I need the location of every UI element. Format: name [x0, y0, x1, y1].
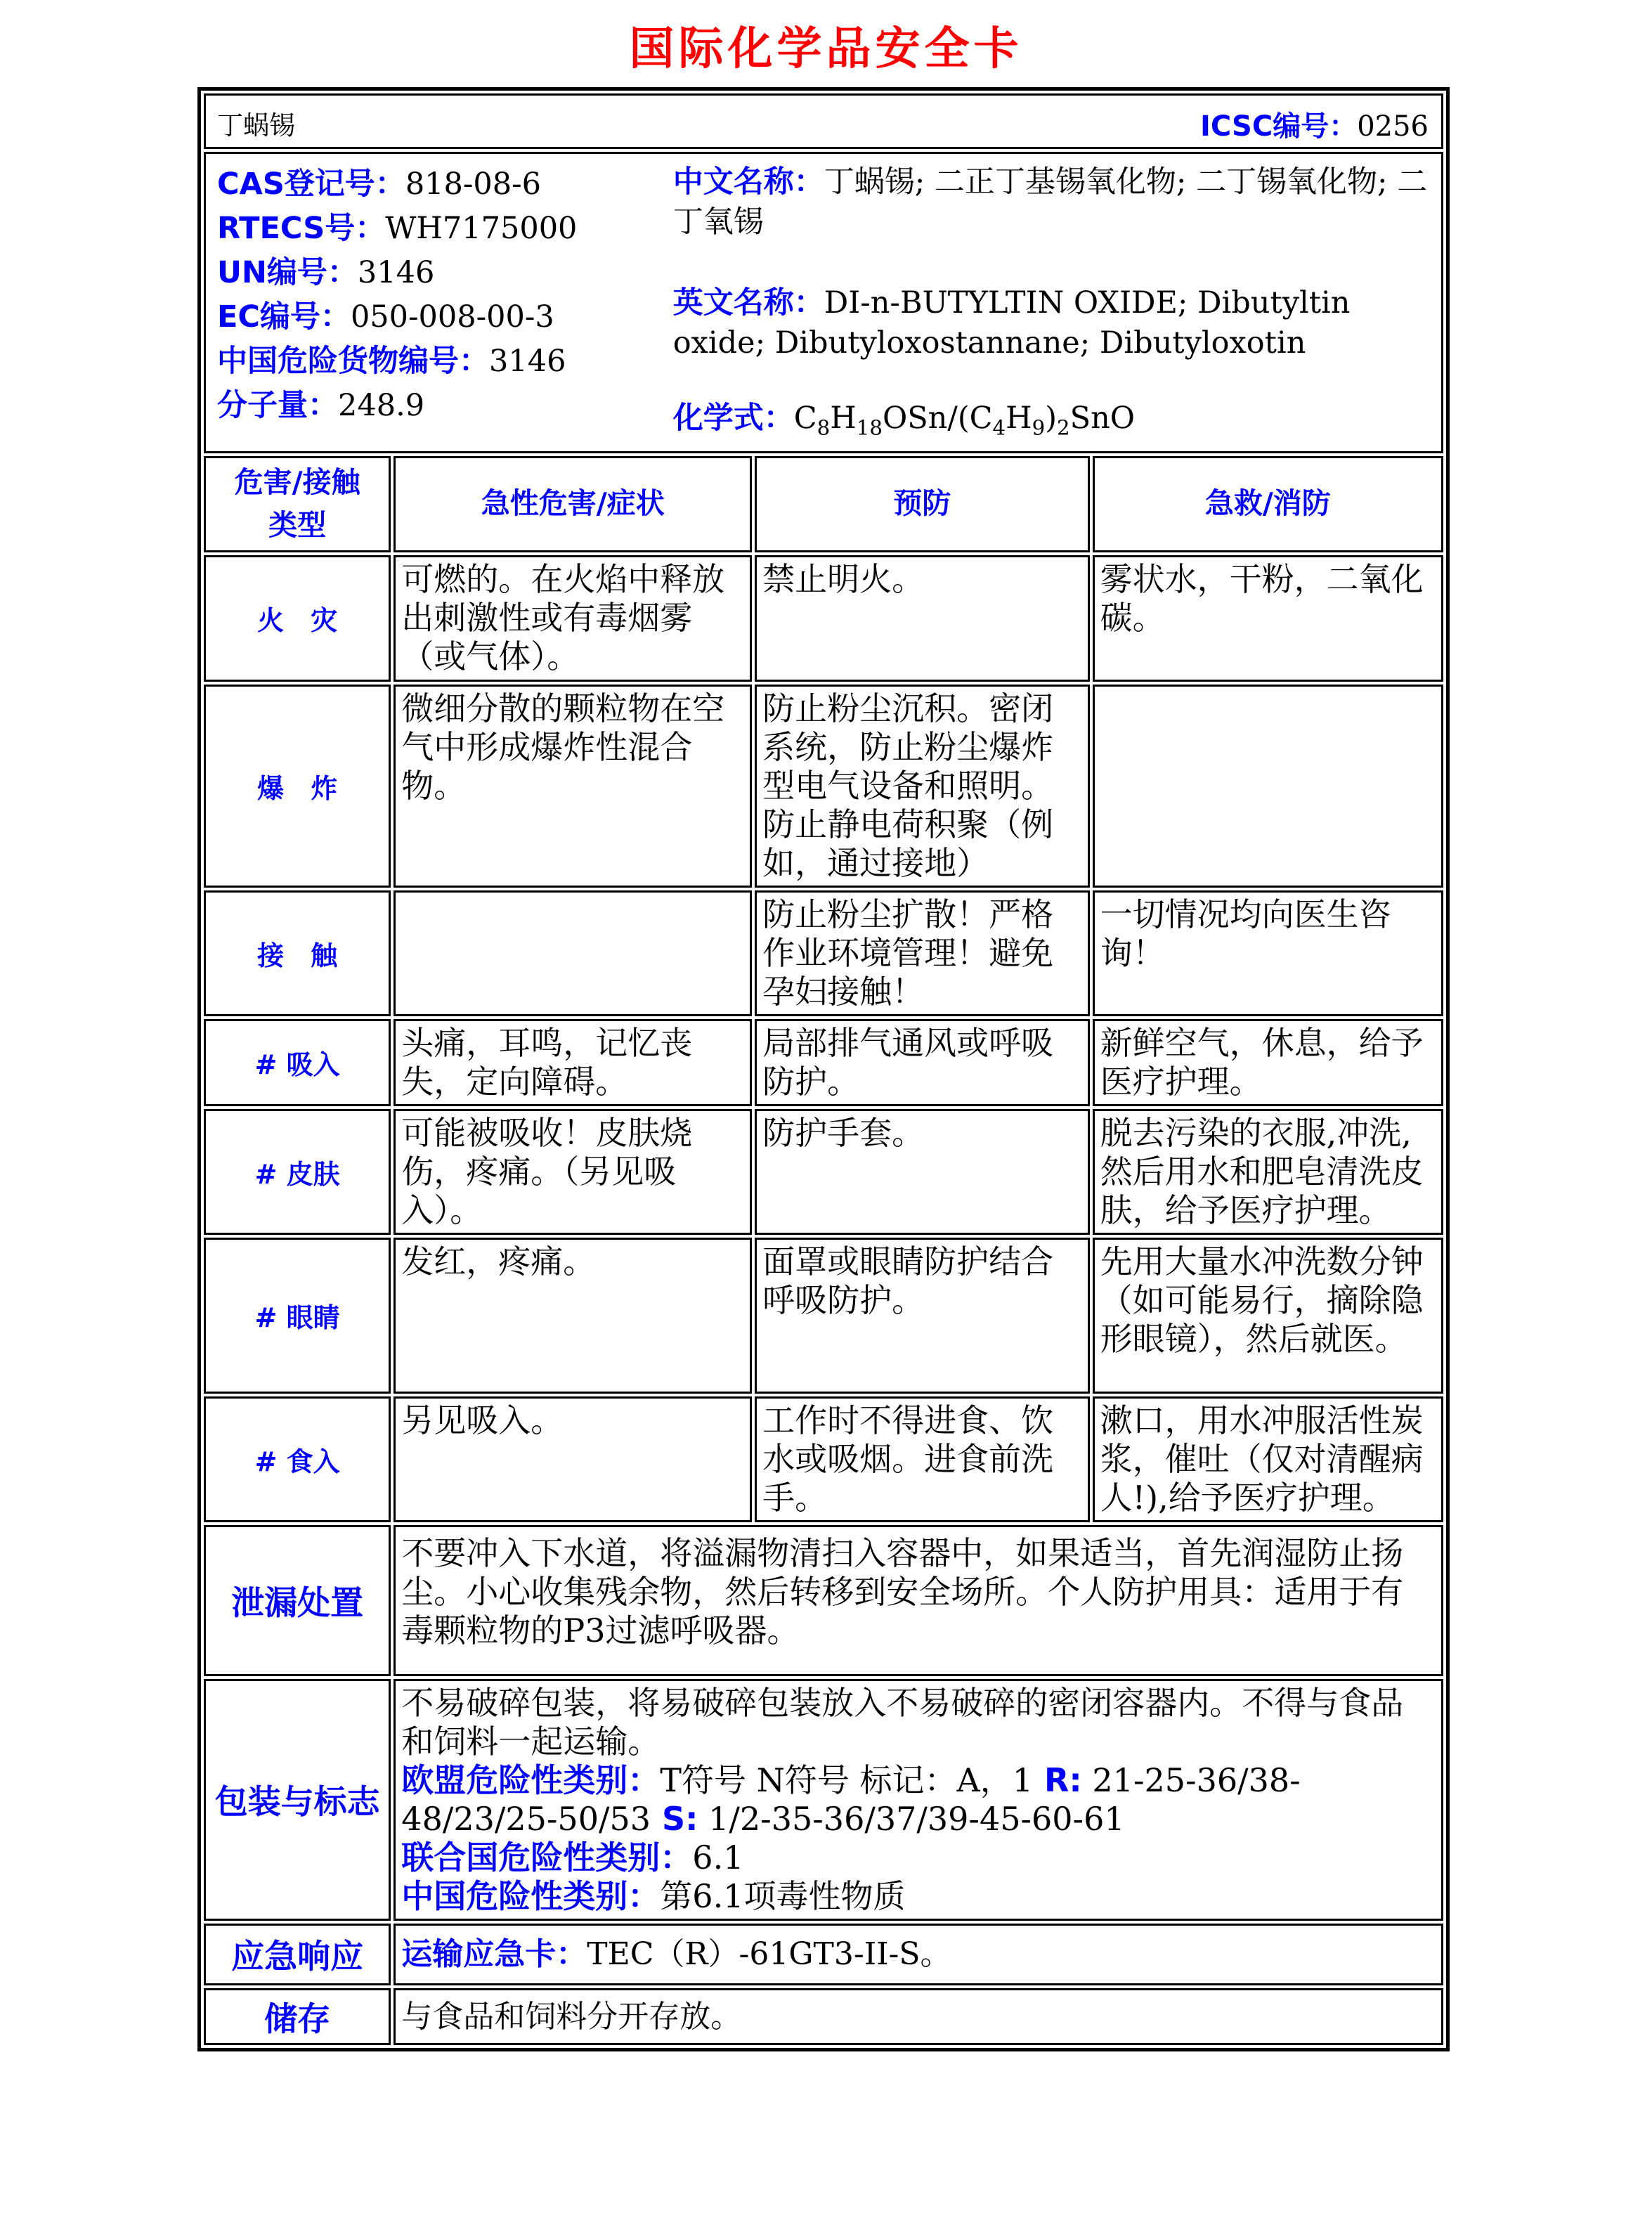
registry-numbers [217, 162, 673, 448]
hazard-row-explosion [204, 685, 1443, 888]
china-dg-number: 中国危险货物编号：3146 [217, 344, 566, 379]
hazard-row-eyes [204, 1238, 1443, 1394]
chemical-formula: 化学式：$C_8H_{18}OSn/(C_4H_9)_2SnO$ [672, 401, 1136, 440]
inhalation-label: # 吸入 [204, 1019, 391, 1106]
skin-label: # 皮肤 [204, 1109, 391, 1235]
fire-prevention: 禁止明火。 [755, 555, 1090, 682]
china-class-label: 中国危险性类别： [401, 1876, 661, 1915]
skin-prevention: 防护手套。 [755, 1109, 1090, 1235]
skin-symptoms: 可能被吸收！皮肤烧伤，疼痛。（另见吸入）。 [394, 1109, 752, 1235]
fire-symptoms: 可燃的。在火焰中释放出刺激性或有毒烟雾（或气体）。 [394, 555, 752, 682]
inhalation-symptoms: 头痛，耳鸣，记忆丧失，定向障碍。 [394, 1019, 752, 1106]
ingestion-prevention: 工作时不得进食、饮水或吸烟。进食前洗手。 [755, 1396, 1090, 1522]
identification-row [204, 152, 1443, 453]
substance-name: 丁蜗锡 [217, 110, 295, 141]
substance-name-row [204, 93, 1443, 149]
eu-hazard-class-line [401, 1761, 1436, 1839]
emergency-response-row [204, 1924, 1443, 1985]
header-first-aid: 急救/消防 [1093, 456, 1443, 552]
explosion-prevention: 防止粉尘沉积。密闭系统，防止粉尘爆炸型电气设备和照明。防止静电荷积聚（例如，通过接地） [755, 685, 1090, 888]
spill-disposal-text: 不要冲入下水道，将溢漏物清扫入容器中，如果适当，首先润湿防止扬尘。小心收集残余物，然后转移到安全场所。个人防护用具：适用于有毒颗粒物的P3过滤呼吸器。 [394, 1525, 1443, 1676]
names-and-formula [673, 162, 1433, 448]
chinese-name: 中文名称：丁蜗锡; 二正丁基锡氧化物; 二丁锡氧化物; 二丁氧锡 [672, 164, 1428, 240]
hazard-row-fire [204, 555, 1443, 682]
storage-text: 与食品和饲料分开存放。 [394, 1988, 1443, 2045]
hazard-row-contact [204, 890, 1443, 1016]
transport-card-value: TEC（R）-61GT3-II-S。 [587, 1936, 951, 1973]
un-class-value: 6.1 [692, 1838, 744, 1876]
r-phrases-label: R: [1043, 1761, 1082, 1799]
skin-first-aid: 脱去污染的衣服,冲洗,然后用水和肥皂清洗皮肤，给予医疗护理。 [1093, 1109, 1443, 1235]
eyes-first-aid: 先用大量水冲洗数分钟（如可能易行，摘除隐形眼镜），然后就医。 [1093, 1238, 1443, 1394]
identification-cell [204, 152, 1443, 453]
packaging-labelling-content [394, 1679, 1443, 1921]
rtecs-number: RTECS号：WH7175000 [217, 211, 578, 246]
eyes-label: # 眼睛 [204, 1238, 391, 1394]
china-class-value: 第6.1项毒性物质 [660, 1876, 906, 1915]
icsc-card-table [197, 87, 1450, 2051]
ingestion-symptoms: 另见吸入。 [394, 1396, 752, 1522]
header-prevention: 预防 [755, 456, 1090, 552]
substance-name-cell [204, 93, 1443, 149]
contact-prevention: 防止粉尘扩散！严格作业环境管理！避免孕妇接触！ [755, 890, 1090, 1016]
inhalation-prevention: 局部排气通风或呼吸防护。 [755, 1019, 1090, 1106]
explosion-first-aid [1093, 685, 1443, 888]
contact-first-aid: 一切情况均向医生咨询！ [1093, 890, 1443, 1016]
hazard-row-skin [204, 1109, 1443, 1235]
storage-label: 储存 [204, 1988, 391, 2045]
packaging-text: 不易破碎包装，将易破碎包装放入不易破碎的密闭容器内。不得与食品和饲料一起运输。 [401, 1683, 1404, 1761]
un-class-label: 联合国危险性类别： [401, 1838, 693, 1876]
formula-value: $C_8H_{18}OSn/(C_4H_9)_2SnO$ [793, 401, 1136, 440]
contact-symptoms [394, 890, 752, 1016]
eu-class-value: T符号 N符号 标记：A，1 [660, 1761, 1033, 1799]
molecular-weight: 分子量：248.9 [217, 388, 425, 423]
un-number: UN编号：3146 [217, 255, 435, 290]
header-hazard-type: 危害/接触 类型 [204, 456, 391, 552]
icsc-number-label: ICSC编号： [1200, 110, 1358, 143]
fire-first-aid: 雾状水，干粉，二氧化碳。 [1093, 555, 1443, 682]
explosion-label: 爆 炸 [204, 685, 391, 888]
icsc-number-value: 0256 [1357, 110, 1429, 143]
spill-disposal-label: 泄漏处置 [204, 1525, 391, 1676]
eu-class-label: 欧盟危险性类别： [401, 1761, 661, 1799]
english-name: 英文名称：DI-n-BUTYLTIN OXIDE; Dibutyltin oxide; Dibutyloxostannane; Dibutyloxotin [672, 285, 1351, 361]
page-title: 国际化学品安全卡 [629, 23, 1023, 75]
eyes-prevention: 面罩或眼睛防护结合呼吸防护。 [755, 1238, 1090, 1394]
hazard-row-ingestion [204, 1396, 1443, 1522]
packaging-labelling-label: 包装与标志 [204, 1679, 391, 1921]
emergency-response-label: 应急响应 [204, 1924, 391, 1985]
hazard-row-inhalation [204, 1019, 1443, 1106]
packaging-labelling-row [204, 1679, 1443, 1921]
transport-card-label: 运输应急卡： [401, 1936, 587, 1973]
ingestion-label: # 食入 [204, 1396, 391, 1522]
ingestion-first-aid: 漱口，用水冲服活性炭浆，催吐（仅对清醒病人!),给予医疗护理。 [1093, 1396, 1443, 1522]
eyes-symptoms: 发红，疼痛。 [394, 1238, 752, 1394]
china-hazard-class-line [401, 1877, 1436, 1916]
spill-disposal-row [204, 1525, 1443, 1676]
hazard-header-row [204, 456, 1443, 552]
fire-label: 火 灾 [204, 555, 391, 682]
header-acute-symptoms: 急性危害/症状 [394, 456, 752, 552]
icsc-number [1200, 104, 1429, 144]
cas-number: CAS登记号：818-08-6 [217, 167, 542, 202]
s-phrases-value: 1/2-35-36/37/39-45-60-61 [698, 1799, 1125, 1838]
contact-label: 接 触 [204, 890, 391, 1016]
un-hazard-class-line [401, 1839, 1436, 1877]
r-phrases-value: 21-25-36/38-48/23/25-50/53 [401, 1761, 1301, 1838]
inhalation-first-aid: 新鲜空气，休息，给予医疗护理。 [1093, 1019, 1443, 1106]
ec-number: EC编号：050-008-00-3 [217, 299, 554, 335]
s-phrases-label: S: [662, 1799, 698, 1838]
storage-row [204, 1988, 1443, 2045]
explosion-symptoms: 微细分散的颗粒物在空气中形成爆炸性混合物。 [394, 685, 752, 888]
emergency-response-content [394, 1924, 1443, 1985]
